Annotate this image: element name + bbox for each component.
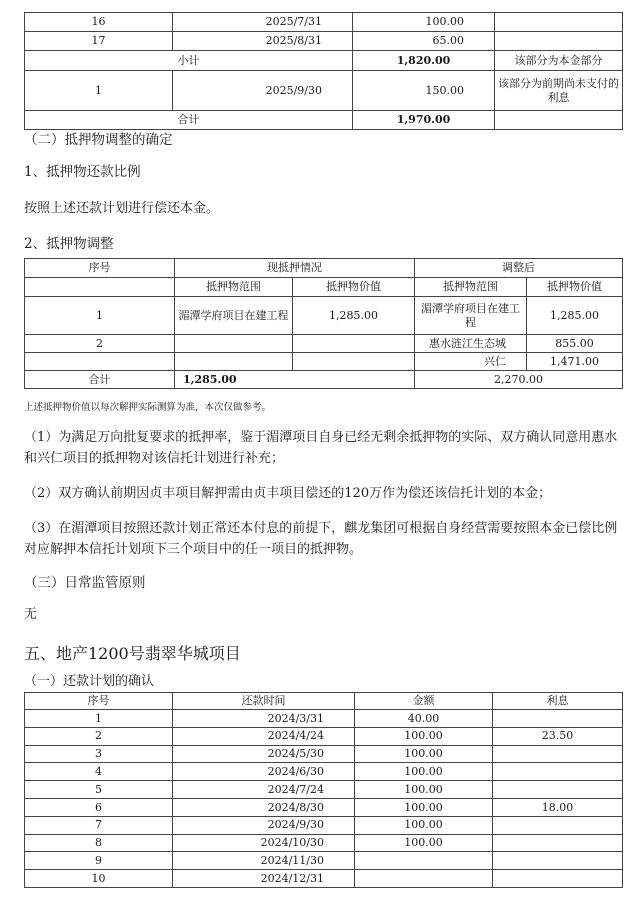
- cell-interest: [493, 852, 623, 870]
- cell-amount: 100.00: [355, 781, 493, 799]
- collateral-table: [24, 258, 623, 389]
- cell-amount: 100.00: [353, 13, 495, 32]
- cell-seq: [25, 353, 175, 371]
- cell-note: 该部分为前期尚未支付的利息: [495, 71, 623, 111]
- cell-value-after: 855.00: [527, 335, 623, 353]
- total-value-after: 2,270.00: [415, 371, 623, 389]
- cell-date: 2024/3/31: [173, 710, 355, 728]
- cell-value-after: 1,285.00: [527, 297, 623, 335]
- cell-interest: [493, 834, 623, 852]
- cell-interest: [493, 745, 623, 763]
- subheader-blank: [25, 278, 175, 297]
- table-row: [25, 727, 623, 745]
- table-row: [25, 852, 623, 870]
- cell-date: 2024/12/31: [173, 870, 355, 888]
- cell-note: [495, 32, 623, 51]
- table-row: [25, 834, 623, 852]
- cell-amount: 150.00: [353, 71, 495, 111]
- table-row: [25, 13, 623, 32]
- total-value: 1,285.00: [175, 371, 415, 389]
- cell-date: 2025/8/31: [173, 32, 353, 51]
- cell-amount: 100.00: [355, 816, 493, 834]
- cell-date: 2025/9/30: [173, 71, 353, 111]
- cell-seq: 2: [25, 727, 173, 745]
- cell-amount: [355, 870, 493, 888]
- cell-date: 2024/4/24: [173, 727, 355, 745]
- cell-value-after: 1,471.00: [527, 353, 623, 371]
- repayment-plan-table: [24, 692, 623, 888]
- table-row: [25, 870, 623, 888]
- paragraph: （1）为满足万向批复要求的抵押率，鉴于湄潭项目自身已经无剩余抵押物的实际、双方确认同意用惠水和兴仁项目的抵押物对该信托计划进行补充；: [24, 430, 618, 466]
- cell-amount: 100.00: [355, 727, 493, 745]
- item-title: 2、抵押物调整: [24, 236, 114, 252]
- total-label: 合计: [25, 371, 175, 389]
- table-row: [25, 798, 623, 816]
- section-title: （二）抵押物调整的确定: [24, 132, 173, 148]
- cell-scope: [175, 353, 293, 371]
- subheader-scope: 抵押物范围: [175, 278, 293, 297]
- cell-interest: [493, 763, 623, 781]
- item-title: 1、抵押物还款比例: [24, 164, 141, 180]
- table-header-row: [25, 693, 623, 710]
- cell-amount: 65.00: [353, 32, 495, 51]
- table-row: [25, 71, 623, 111]
- cell-interest: [493, 781, 623, 799]
- chapter-title: 五、地产1200号翡翠华城项目: [24, 644, 241, 663]
- cell-interest: 23.50: [493, 727, 623, 745]
- cell-amount: [355, 852, 493, 870]
- cell-date: 2024/10/30: [173, 834, 355, 852]
- cell-scope-after: 兴仁: [415, 353, 527, 371]
- header-seq: 序号: [25, 693, 173, 710]
- cell-date: 2024/11/30: [173, 852, 355, 870]
- cell-amount: 100.00: [355, 834, 493, 852]
- subtotal-amount: 1,820.00: [353, 51, 495, 71]
- cell-interest: [493, 870, 623, 888]
- cell-interest: [493, 816, 623, 834]
- table-row: [25, 781, 623, 799]
- subtotal-row: [25, 51, 623, 71]
- table-header-row: [25, 259, 623, 278]
- cell-seq: 4: [25, 763, 173, 781]
- table-row: [25, 710, 623, 728]
- header-date: 还款时间: [173, 693, 355, 710]
- cell-amount: 100.00: [355, 798, 493, 816]
- cell-interest: 18.00: [493, 798, 623, 816]
- cell-seq: 3: [25, 745, 173, 763]
- cell-date: 2024/5/30: [173, 745, 355, 763]
- table-row: [25, 32, 623, 51]
- cell-date: 2024/7/24: [173, 781, 355, 799]
- header-seq: 序号: [25, 259, 175, 278]
- paragraph: （2）双方确认前期因贞丰项目解押需由贞丰项目偿还的120万作为偿还该信托计划的本金；: [24, 486, 552, 501]
- cell-no: 16: [25, 13, 173, 32]
- cell-note: [495, 13, 623, 32]
- total-note: [495, 111, 623, 130]
- cell-scope-after: 湄潭学府项目在建工程: [415, 297, 527, 335]
- cell-scope-after: 惠水涟江生态城: [415, 335, 527, 353]
- cell-no: 17: [25, 32, 173, 51]
- subtotal-note: 该部分为本金部分: [495, 51, 623, 71]
- header-amount: 金额: [355, 693, 493, 710]
- cell-no: 1: [25, 71, 173, 111]
- cell-scope: 湄潭学府项目在建工程: [175, 297, 293, 335]
- table-row: [25, 763, 623, 781]
- table-row: [25, 745, 623, 763]
- header-interest: 利息: [493, 693, 623, 710]
- paragraph: （3）在湄潭项目按照还款计划正常还本付息的前提下，麒龙集团可根据自身经营需要按照本金已偿比例对应解押本信托计划项下三个项目中的任一项目的抵押物。: [24, 521, 618, 557]
- table-row: [25, 335, 623, 353]
- table-row: [25, 353, 623, 371]
- table-subheader-row: [25, 278, 623, 297]
- header-after: 调整后: [415, 259, 623, 278]
- cell-value: [293, 353, 415, 371]
- cell-scope: [175, 335, 293, 353]
- cell-value: 1,285.00: [293, 297, 415, 335]
- section-title: （三）日常监管原则: [24, 575, 146, 591]
- cell-seq: 10: [25, 870, 173, 888]
- cell-amount: 100.00: [355, 763, 493, 781]
- cell-seq: 2: [25, 335, 175, 353]
- cell-seq: 9: [25, 852, 173, 870]
- table-row: [25, 297, 623, 335]
- subheader-scope-after: 抵押物范围: [415, 278, 527, 297]
- cell-amount: 100.00: [355, 745, 493, 763]
- cell-value: [293, 335, 415, 353]
- section-text: 无: [24, 607, 38, 622]
- total-row: [25, 371, 623, 389]
- repayment-table-continued: [24, 12, 623, 130]
- subtotal-label: 小计: [25, 51, 353, 71]
- cell-amount: 40.00: [355, 710, 493, 728]
- cell-date: 2024/8/30: [173, 798, 355, 816]
- cell-seq: 5: [25, 781, 173, 799]
- table-footnote: 上述抵押物价值以每次解押实际测算为准，本次仅做参考。: [24, 402, 272, 413]
- cell-date: 2025/7/31: [173, 13, 353, 32]
- cell-seq: 8: [25, 834, 173, 852]
- total-amount: 1,970.00: [353, 111, 495, 130]
- cell-seq: 7: [25, 816, 173, 834]
- cell-seq: 6: [25, 798, 173, 816]
- total-label: 合计: [25, 111, 353, 130]
- section-title: （一）还款计划的确认: [24, 674, 155, 689]
- cell-date: 2024/9/30: [173, 816, 355, 834]
- cell-seq: 1: [25, 710, 173, 728]
- cell-seq: 1: [25, 297, 175, 335]
- subheader-value-after: 抵押物价值: [527, 278, 623, 297]
- cell-interest: [493, 710, 623, 728]
- header-current: 现抵押情况: [175, 259, 415, 278]
- total-row: [25, 111, 623, 130]
- subheader-value: 抵押物价值: [293, 278, 415, 297]
- cell-date: 2024/6/30: [173, 763, 355, 781]
- item-text: 按照上述还款计划进行偿还本金。: [24, 201, 220, 216]
- table-row: [25, 816, 623, 834]
